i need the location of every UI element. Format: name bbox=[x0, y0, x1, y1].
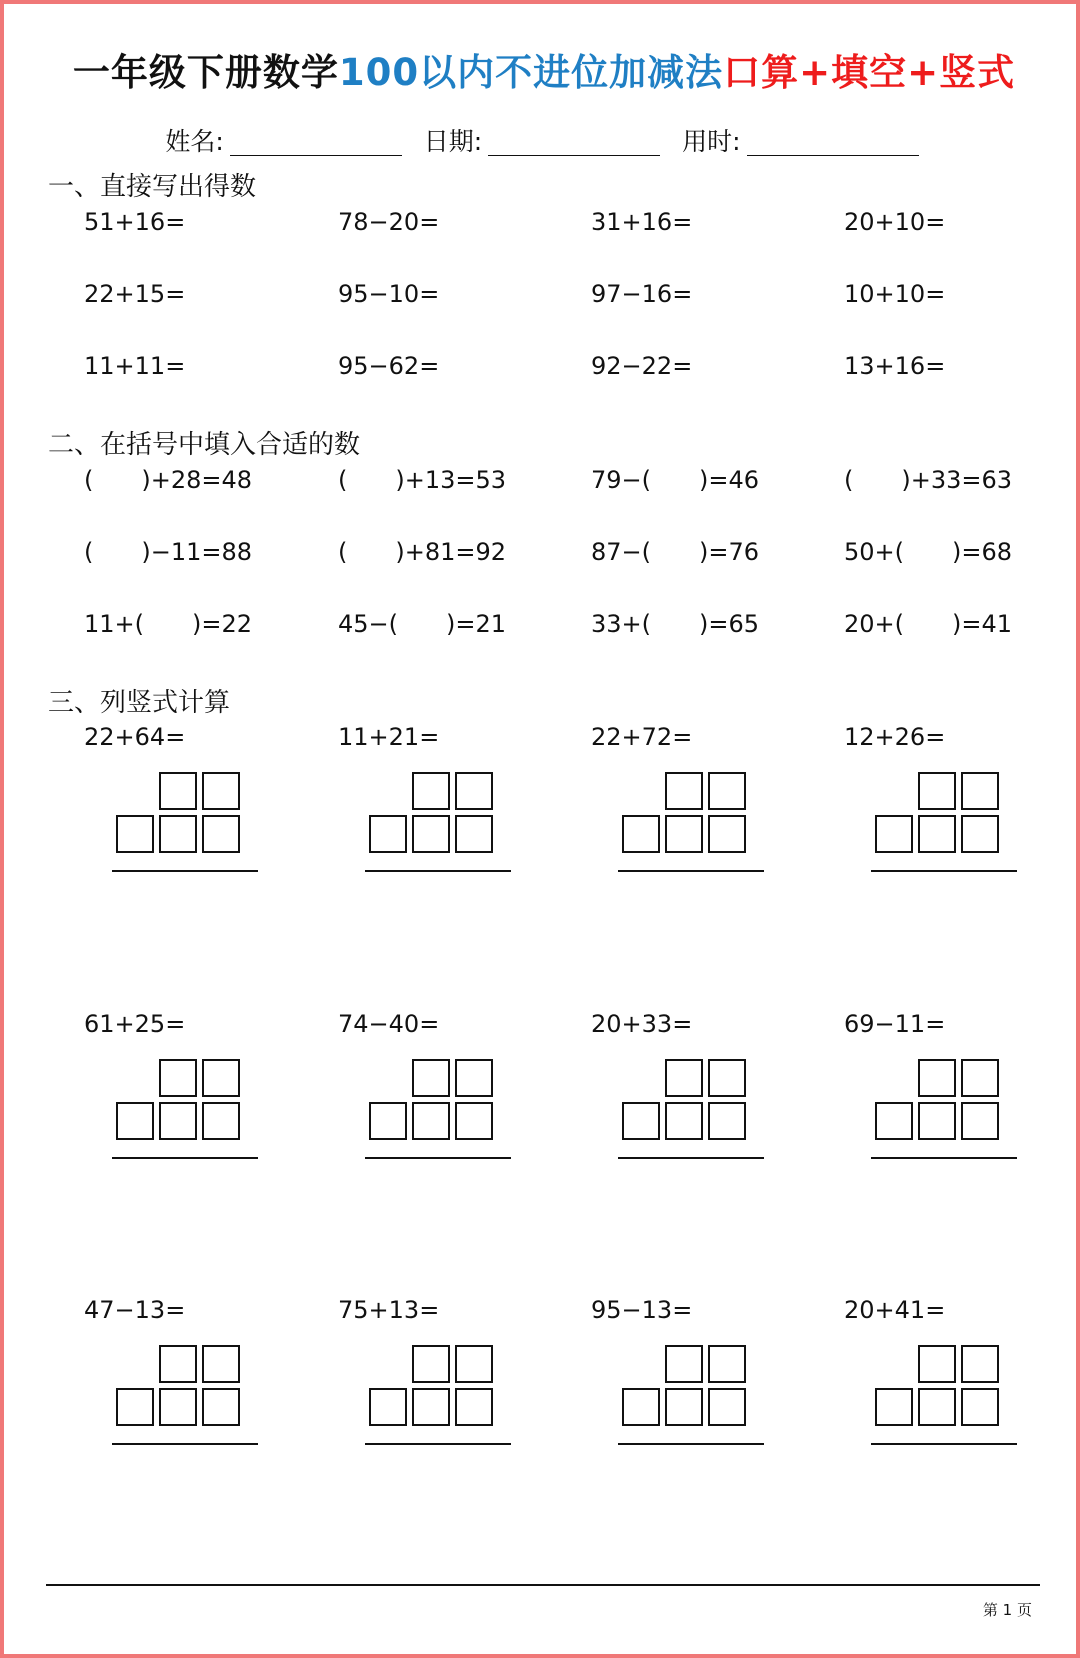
digit-box[interactable] bbox=[412, 1059, 450, 1097]
fill-problem: ( )+28=48 bbox=[84, 466, 253, 494]
vertical-problem-label: 20+41= bbox=[844, 1296, 946, 1324]
vertical-calc-grid bbox=[875, 1059, 1025, 1159]
digit-box[interactable] bbox=[159, 1102, 197, 1140]
fill-problem: 79−( )=46 bbox=[591, 466, 760, 494]
vertical-calc-grid bbox=[622, 772, 772, 872]
digit-box[interactable] bbox=[708, 815, 746, 853]
digit-box[interactable] bbox=[116, 1102, 154, 1140]
fill-problem: ( )+13=53 bbox=[338, 466, 507, 494]
fill-problem: 20+( )=41 bbox=[844, 610, 1013, 638]
digit-box[interactable] bbox=[455, 1388, 493, 1426]
fill-problem: 87−( )=76 bbox=[591, 538, 760, 566]
fill-problem: ( )−11=88 bbox=[84, 538, 253, 566]
section-3-heading: 三、列竖式计算 bbox=[48, 688, 231, 718]
sum-line bbox=[871, 870, 1017, 872]
oral-problem: 20+10= bbox=[844, 208, 946, 236]
digit-box[interactable] bbox=[961, 1388, 999, 1426]
digit-box[interactable] bbox=[369, 1102, 407, 1140]
digit-box[interactable] bbox=[708, 1059, 746, 1097]
digit-box[interactable] bbox=[202, 815, 240, 853]
sum-line bbox=[618, 870, 764, 872]
oral-problem: 95−10= bbox=[338, 280, 440, 308]
digit-box[interactable] bbox=[412, 1345, 450, 1383]
vertical-calc-grid bbox=[116, 1345, 266, 1445]
student-info bbox=[4, 122, 1080, 158]
vertical-problem-label: 47−13= bbox=[84, 1296, 186, 1324]
vertical-problem-label: 22+72= bbox=[591, 723, 693, 751]
vertical-problem-label: 75+13= bbox=[338, 1296, 440, 1324]
oral-problem: 13+16= bbox=[844, 352, 946, 380]
vertical-problem-label: 12+26= bbox=[844, 723, 946, 751]
sum-line bbox=[112, 1157, 258, 1159]
digit-box[interactable] bbox=[875, 1388, 913, 1426]
vertical-calc-grid bbox=[875, 772, 1025, 872]
sum-line bbox=[365, 870, 511, 872]
sum-line bbox=[871, 1157, 1017, 1159]
fill-problem: ( )+33=63 bbox=[844, 466, 1013, 494]
sum-line bbox=[871, 1443, 1017, 1445]
sum-line bbox=[112, 1443, 258, 1445]
sum-line bbox=[618, 1443, 764, 1445]
digit-box[interactable] bbox=[875, 815, 913, 853]
oral-problem: 10+10= bbox=[844, 280, 946, 308]
sum-line bbox=[365, 1443, 511, 1445]
digit-box[interactable] bbox=[875, 1102, 913, 1140]
digit-box[interactable] bbox=[665, 772, 703, 810]
name-label: 姓名: bbox=[165, 127, 224, 156]
digit-box[interactable] bbox=[159, 1388, 197, 1426]
oral-problem: 22+15= bbox=[84, 280, 186, 308]
digit-box[interactable] bbox=[918, 815, 956, 853]
vertical-calc-grid bbox=[875, 1345, 1025, 1445]
digit-box[interactable] bbox=[412, 815, 450, 853]
vertical-calc-grid bbox=[116, 1059, 266, 1159]
digit-box[interactable] bbox=[455, 772, 493, 810]
oral-problem: 95−62= bbox=[338, 352, 440, 380]
vertical-calc-grid bbox=[622, 1059, 772, 1159]
vertical-problem-label: 20+33= bbox=[591, 1010, 693, 1038]
section-2-heading: 二、在括号中填入合适的数 bbox=[48, 430, 361, 460]
sum-line bbox=[618, 1157, 764, 1159]
vertical-problem-label: 74−40= bbox=[338, 1010, 440, 1038]
vertical-calc-grid bbox=[116, 772, 266, 872]
digit-box[interactable] bbox=[159, 1059, 197, 1097]
digit-box[interactable] bbox=[159, 1345, 197, 1383]
digit-box[interactable] bbox=[455, 1059, 493, 1097]
digit-box[interactable] bbox=[961, 1059, 999, 1097]
digit-box[interactable] bbox=[622, 1388, 660, 1426]
digit-box[interactable] bbox=[202, 1345, 240, 1383]
digit-box[interactable] bbox=[918, 772, 956, 810]
fill-problem: 33+( )=65 bbox=[591, 610, 760, 638]
digit-box[interactable] bbox=[665, 1059, 703, 1097]
digit-box[interactable] bbox=[202, 772, 240, 810]
oral-problem: 51+16= bbox=[84, 208, 186, 236]
oral-problem: 11+11= bbox=[84, 352, 186, 380]
vertical-problem-label: 11+21= bbox=[338, 723, 440, 751]
sum-line bbox=[112, 870, 258, 872]
fill-problem: 45−( )=21 bbox=[338, 610, 507, 638]
digit-box[interactable] bbox=[369, 1388, 407, 1426]
digit-box[interactable] bbox=[665, 815, 703, 853]
date-blank[interactable] bbox=[488, 129, 660, 156]
vertical-problem-label: 95−13= bbox=[591, 1296, 693, 1324]
digit-box[interactable] bbox=[918, 1388, 956, 1426]
oral-problem: 78−20= bbox=[338, 208, 440, 236]
vertical-calc-grid bbox=[622, 1345, 772, 1445]
digit-box[interactable] bbox=[708, 1345, 746, 1383]
vertical-problem-label: 61+25= bbox=[84, 1010, 186, 1038]
digit-box[interactable] bbox=[369, 815, 407, 853]
oral-problem: 92−22= bbox=[591, 352, 693, 380]
name-blank[interactable] bbox=[230, 129, 402, 156]
digit-box[interactable] bbox=[708, 1102, 746, 1140]
vertical-problem-label: 22+64= bbox=[84, 723, 186, 751]
digit-box[interactable] bbox=[708, 1388, 746, 1426]
digit-box[interactable] bbox=[961, 1102, 999, 1140]
digit-box[interactable] bbox=[202, 1388, 240, 1426]
digit-box[interactable] bbox=[202, 1102, 240, 1140]
digit-box[interactable] bbox=[412, 1102, 450, 1140]
digit-box[interactable] bbox=[708, 772, 746, 810]
digit-box[interactable] bbox=[918, 1102, 956, 1140]
oral-problem: 97−16= bbox=[591, 280, 693, 308]
vertical-calc-grid bbox=[369, 772, 519, 872]
digit-box[interactable] bbox=[961, 815, 999, 853]
digit-box[interactable] bbox=[918, 1059, 956, 1097]
date-label: 日期: bbox=[423, 127, 483, 156]
digit-box[interactable] bbox=[116, 815, 154, 853]
title-part-grade: 一年级下册数学 bbox=[72, 51, 339, 94]
title-part-types: 口算+填空+竖式 bbox=[723, 51, 1016, 94]
digit-box[interactable] bbox=[455, 1102, 493, 1140]
vertical-calc-grid bbox=[369, 1345, 519, 1445]
oral-problem: 31+16= bbox=[591, 208, 693, 236]
title-part-topic: 100以内不进位加减法 bbox=[338, 51, 724, 94]
sum-line bbox=[365, 1157, 511, 1159]
digit-box[interactable] bbox=[665, 1345, 703, 1383]
digit-box[interactable] bbox=[622, 815, 660, 853]
digit-box[interactable] bbox=[665, 1102, 703, 1140]
footer-divider bbox=[46, 1584, 1040, 1586]
time-label: 用时: bbox=[682, 127, 741, 156]
vertical-calc-grid bbox=[369, 1059, 519, 1159]
digit-box[interactable] bbox=[116, 1388, 154, 1426]
vertical-problem-label: 69−11= bbox=[844, 1010, 946, 1038]
digit-box[interactable] bbox=[412, 772, 450, 810]
digit-box[interactable] bbox=[665, 1388, 703, 1426]
digit-box[interactable] bbox=[918, 1345, 956, 1383]
digit-box[interactable] bbox=[455, 815, 493, 853]
fill-problem: 50+( )=68 bbox=[844, 538, 1013, 566]
time-blank[interactable] bbox=[747, 129, 919, 156]
digit-box[interactable] bbox=[622, 1102, 660, 1140]
digit-box[interactable] bbox=[412, 1388, 450, 1426]
digit-box[interactable] bbox=[455, 1345, 493, 1383]
digit-box[interactable] bbox=[961, 1345, 999, 1383]
page-number: 第 1 页 bbox=[982, 1601, 1032, 1619]
digit-box[interactable] bbox=[961, 772, 999, 810]
fill-problem: 11+( )=22 bbox=[84, 610, 253, 638]
digit-box[interactable] bbox=[202, 1059, 240, 1097]
digit-box[interactable] bbox=[159, 815, 197, 853]
fill-problem: ( )+81=92 bbox=[338, 538, 507, 566]
digit-box[interactable] bbox=[159, 772, 197, 810]
section-1-heading: 一、直接写出得数 bbox=[48, 172, 257, 202]
page-title bbox=[4, 42, 1080, 96]
